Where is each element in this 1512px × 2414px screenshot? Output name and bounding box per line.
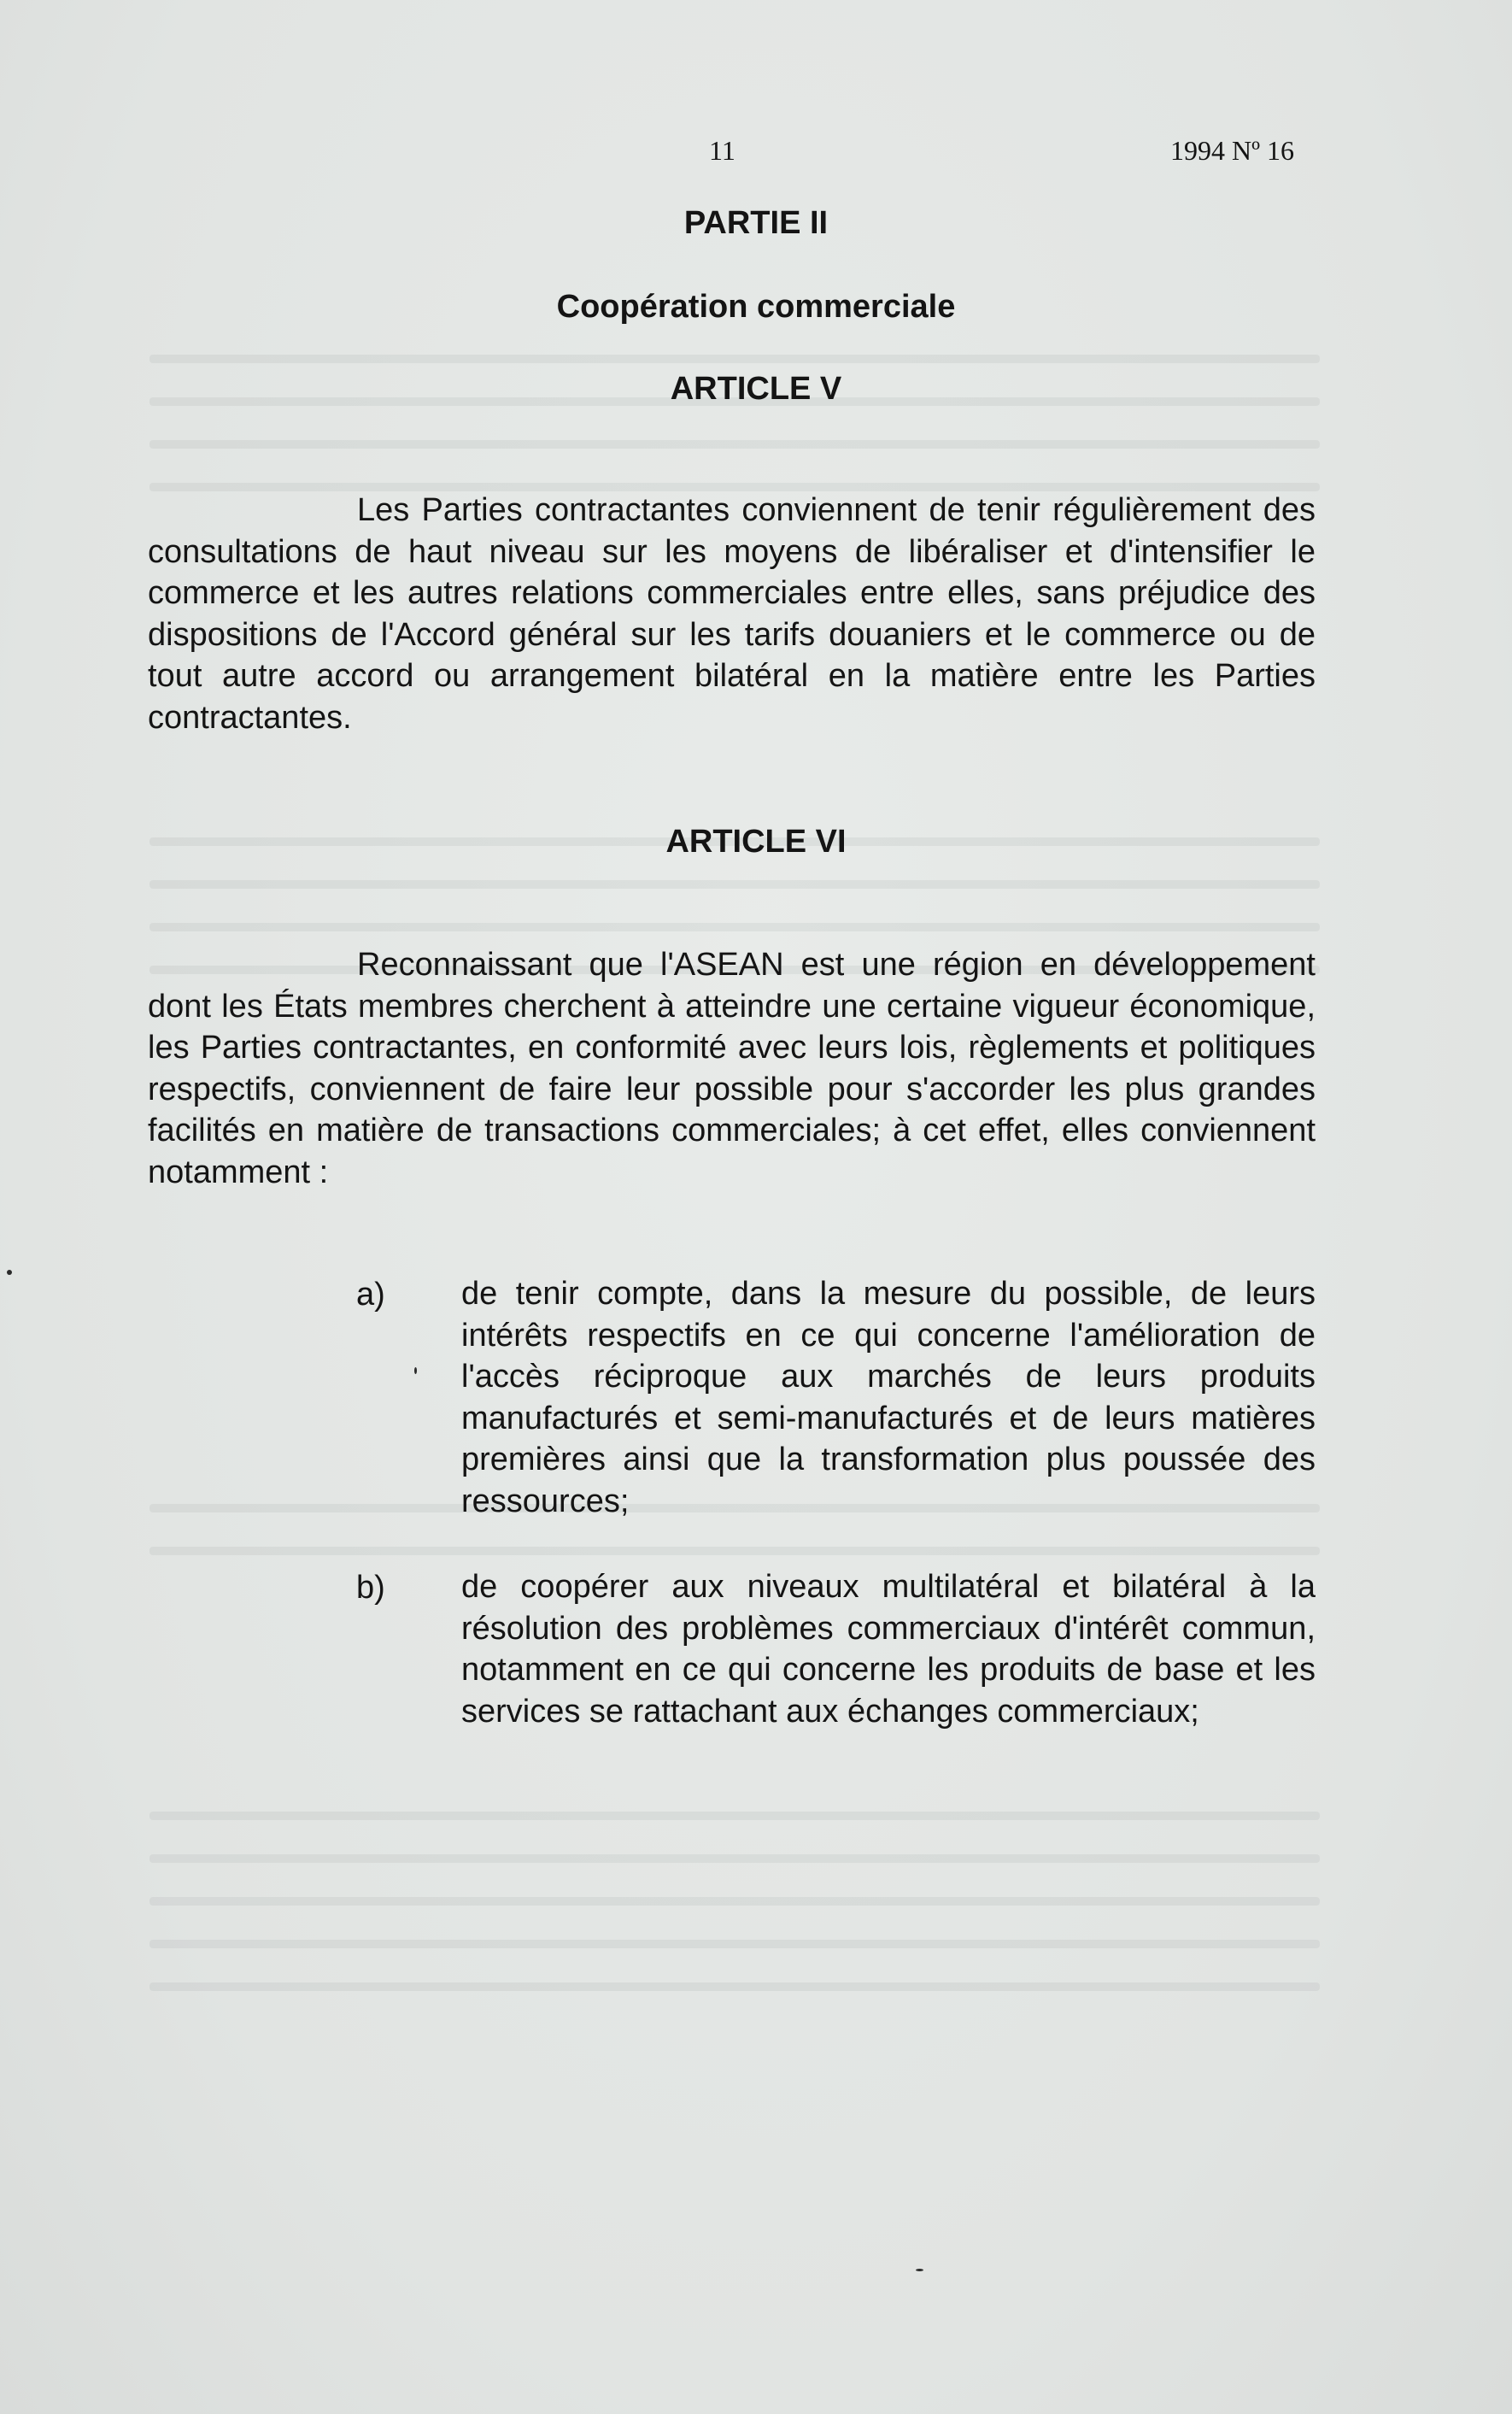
part-subtitle: Coopération commerciale: [556, 289, 956, 325]
bleed-through-line: [149, 440, 1320, 449]
article-vi-paragraph: [148, 944, 1316, 1193]
item-b-text: de coopérer aux niveaux multilatéral et bilatéral à la résolution des problèmes commerciaux d'intérêt commun, notamment en ce qui concerne les produits de base et les services se rattachant aux échanges commerciaux;: [461, 1569, 1316, 1730]
bleed-through-line: [149, 355, 1320, 363]
bleed-through-line: [149, 1854, 1320, 1863]
article-v-paragraph-text: Les Parties contractantes conviennent de tenir régulièrement des consultations de haut niveau sur les moyens de libéraliser et d'intensifier le commerce et les autres relations commerciales entre elles, sans préjudice des dispositions de l'Accord général sur les tarifs douaniers et le commerce ou de tout autre accord ou arrangement bilatéral en la matière entre les Parties contractantes.: [148, 492, 1316, 736]
page-number: 11: [709, 135, 735, 166]
item-a-text: de tenir compte, dans la mesure du possible, de leurs intérêts respectifs en ce qui concerne l'amélioration de l'accès réciproque aux marchés de leurs produits manufacturés et semi-manufacturés et de leurs matières premières ainsi que la transformation plus poussée des ressources;: [461, 1276, 1316, 1519]
bleed-through-line: [149, 923, 1320, 931]
document-reference: 1994 Nº 16: [1170, 135, 1295, 166]
bleed-through-line: [149, 880, 1320, 889]
article-v-paragraph: [148, 490, 1316, 738]
bleed-through-line: [149, 1812, 1320, 1820]
article-vi-paragraph-text: Reconnaissant que l'ASEAN est une région en développement dont les États membres cherchent à atteindre une certaine vigueur économique, les Parties contractantes, en conformité avec leurs lois, règlements et politiques respectifs, conviennent de faire leur possible pour s'accorder les plus grandes facilités en matière de transactions commerciales; à cet effet, elles conviennent notamment :: [148, 947, 1316, 1190]
part-title: PARTIE II: [683, 205, 829, 241]
item-b-label: b): [356, 1570, 385, 1606]
scan-speck: [7, 1270, 12, 1275]
bleed-through-line: [149, 1547, 1320, 1555]
scan-speck: [414, 1367, 417, 1374]
bleed-through-line: [149, 1982, 1320, 1991]
bleed-through-line: [149, 1940, 1320, 1948]
scan-speck: [916, 2269, 923, 2271]
article-v-heading: ARTICLE V: [670, 371, 842, 407]
bleed-through-line: [149, 1897, 1320, 1906]
item-a-label: a): [356, 1277, 385, 1313]
article-vi-heading: ARTICLE VI: [665, 824, 847, 860]
